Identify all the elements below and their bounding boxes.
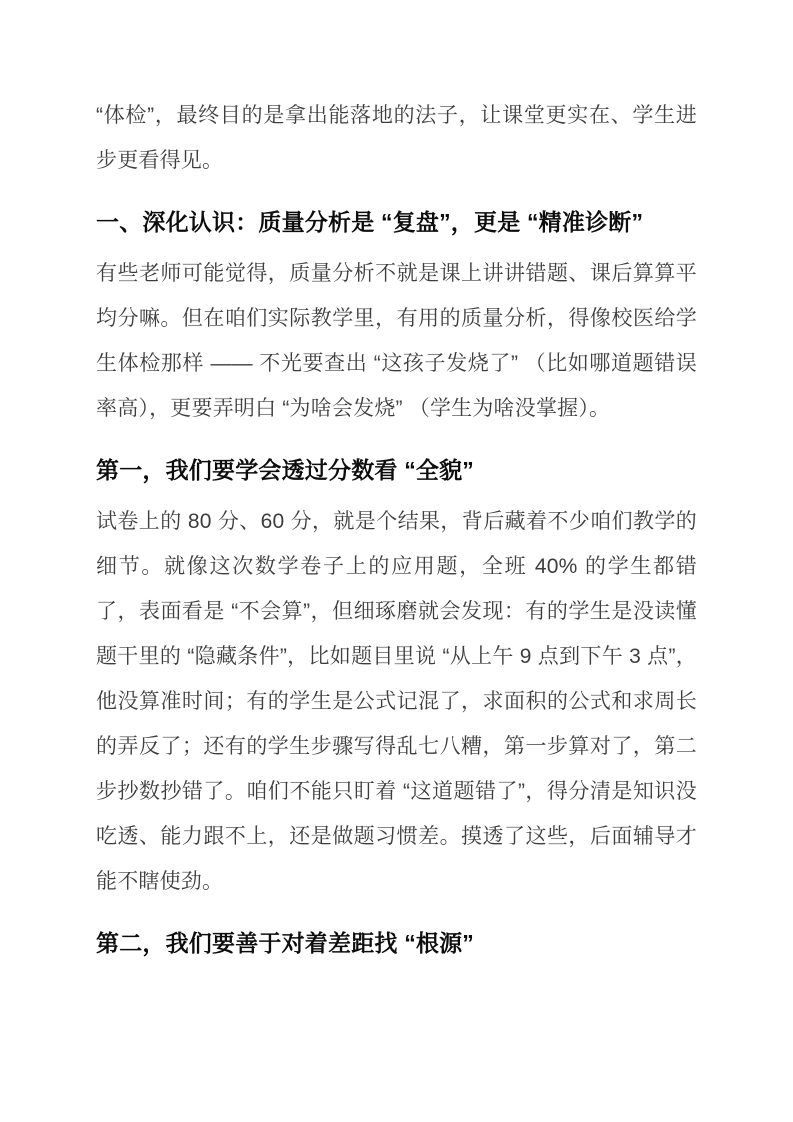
subsection-heading-first-point: 第一，我们要学会透过分数看 “全貌” [96, 457, 474, 483]
paragraph-continuation: “体检”，最终目的是拿出能落地的法子，让课堂更实在、学生进步更看得见。 [96, 104, 697, 172]
subsection-heading-second-point: 第二，我们要善于对着差距找 “根源” [96, 930, 474, 956]
section-heading-deepen-understanding: 一、深化认识：质量分析是 “复盘”，更是 “精准诊断” [96, 209, 644, 235]
paragraph-score-full-picture: 试卷上的 80 分、60 分，就是个结果，背后藏着不少咱们教学的细节。就像这次数学卷子上的应用题，全班 40% 的学生都错了，表面看是 “不会算”，但细琢磨就会发现：有的学生是没读懂题干里的 “隐藏条件”，比如题目里说 “从上午 9 点到下午 3 点”，他没算准时间；有的学生是公式记混了，求面积的公式和求周长的弄反了；还有的学生步骤写得乱七八糟，第一步算对了，第二步抄数抄错了。咱们不能只盯着 “这道题错了”，得分清是知识没吃透、能力跟不上，还是做题习惯差。摸透了这些，后面辅导才能不瞎使劲。 [96, 510, 697, 893]
paragraph-quality-analysis-diagnosis: 有些老师可能觉得，质量分析不就是课上讲讲错题、课后算算平均分嘛。但在咱们实际教学里，有用的质量分析，得像校医给学生体检那样 —— 不光要查出 “这孩子发烧了” （比如哪道题错误率高），更要弄明白 “为啥会发烧” （学生为啥没掌握）。 [96, 262, 697, 420]
